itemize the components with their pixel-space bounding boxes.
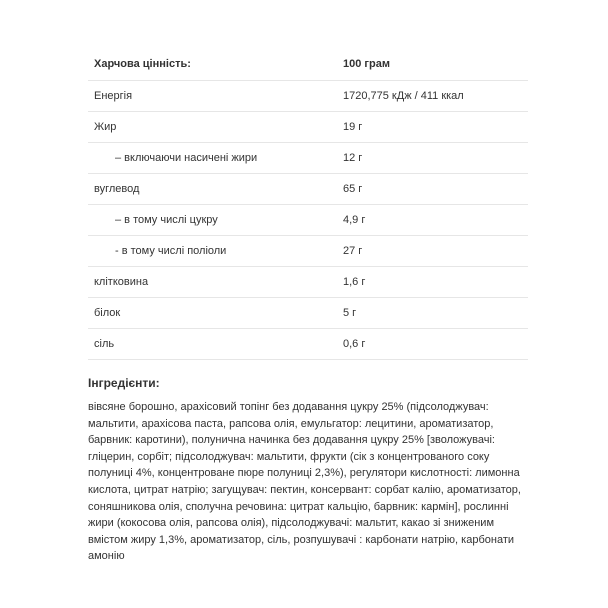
- ingredients-section: [88, 376, 532, 565]
- ingredients-title: Інгредієнти:: [88, 376, 160, 390]
- nutrition-table: [88, 48, 528, 360]
- nutrient-value: 1,6 г: [343, 276, 366, 288]
- nutrition-row-sugars: [88, 205, 528, 236]
- nutrition-header-label: Харчова цінність:: [94, 58, 191, 70]
- nutrient-label: - в тому числі поліоли: [115, 245, 227, 257]
- nutrition-row-polyols: [88, 236, 528, 267]
- nutrient-value: 19 г: [343, 121, 363, 133]
- nutrient-label: клітковина: [94, 276, 149, 288]
- nutrition-row-fat: [88, 112, 528, 143]
- nutrient-label: Енергія: [94, 90, 133, 102]
- nutrient-value: 5 г: [343, 307, 357, 319]
- ingredients-text: вівсяне борошно, арахісовий топінг без додавання цукру 25% (підсолоджувач: мальтити, арахісова паста, рапсова олія, емульгатор: лецитини, ароматизатор, барвник: каротини), полунична начинка без додавання цукру 25% [зволожувачі: гліцерин, сорбіт; підсолоджувач: мальтити, фрукти (сік з концентрованого соку полуниці 4%, концентроване пюре полуниці 2,3%), регулятори кислотності: лимонна кислота, цитрат натрію; загущувач: пектин, консервант: сорбат калію, ароматизатор, соняшникова олія, сполучна речовина: цитрат кальцію, барвник: кармін], рослинні жири (кокосова олія, рапсова олія), підсолоджувачі: мальтит, какао зі зниженим вмістом жиру 1,3%, ароматизатор, сіль, розпушувачі : карбонати натрію, карбонати амонію: [88, 401, 521, 563]
- nutrition-row-fibre: [88, 267, 528, 298]
- nutrition-header-row: [88, 48, 528, 81]
- nutrient-value: 4,9 г: [343, 214, 366, 226]
- nutrition-header-value: 100 грам: [343, 58, 390, 70]
- nutrient-label: – включаючи насичені жири: [115, 152, 258, 164]
- nutrition-row-protein: [88, 298, 528, 329]
- nutrition-row-energy: [88, 81, 528, 112]
- nutrition-row-salt: [88, 329, 528, 360]
- nutrition-row-carbohydrate: [88, 174, 528, 205]
- nutrient-value: 65 г: [343, 183, 363, 195]
- nutrient-label: – в тому числі цукру: [115, 214, 218, 226]
- nutrient-label: вуглевод: [94, 183, 140, 195]
- nutrient-value: 0,6 г: [343, 338, 366, 350]
- nutrient-label: сіль: [94, 338, 115, 350]
- nutrient-value: 12 г: [343, 152, 363, 164]
- nutrition-row-saturated-fat: [88, 143, 528, 174]
- nutrient-label: білок: [94, 307, 121, 319]
- nutrient-label: Жир: [94, 121, 117, 133]
- nutrient-value: 1720,775 кДж / 411 ккал: [343, 90, 464, 102]
- nutrient-value: 27 г: [343, 245, 363, 257]
